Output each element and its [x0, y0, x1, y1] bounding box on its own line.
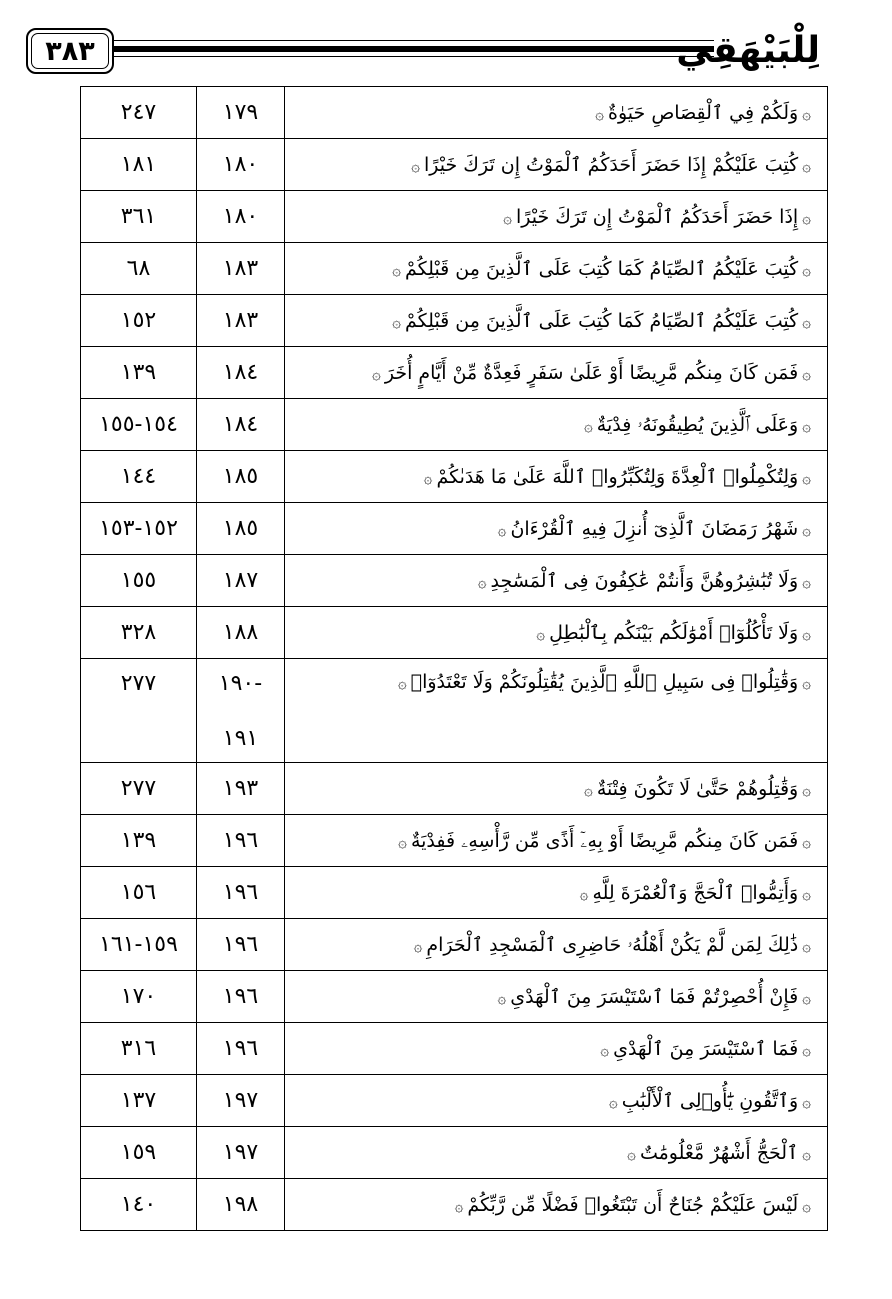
- ornament-icon: ۞: [802, 520, 811, 539]
- ornament-icon: ۞: [595, 104, 605, 123]
- verse-text: فَمَا ٱسْتَيْسَرَ مِنَ ٱلْهَدْىِ: [613, 1037, 799, 1060]
- verse-number: ١٩٧: [197, 1127, 285, 1179]
- verse-number: ١٩٦: [197, 971, 285, 1023]
- header-title: لِلْبَيْهَقِي: [676, 30, 820, 71]
- page-reference: ١٧٠: [81, 971, 197, 1023]
- table-row: [81, 867, 828, 919]
- ornament-icon: ۞: [802, 780, 811, 799]
- page-reference: ١٣٩: [81, 347, 197, 399]
- verse-number: ١٨٧: [197, 555, 285, 607]
- page-reference: ٣١٦: [81, 1023, 197, 1075]
- ornament-icon: ۞: [802, 884, 811, 903]
- verse-number: ١٨٣: [197, 243, 285, 295]
- ornament-icon: ۞: [583, 416, 593, 435]
- verse-text: وَقَٰتِلُوا۟ فِى سَبِيلِ ٱللَّهِ ٱلَّذِينَ يُقَٰتِلُونَكُمْ وَلَا تَعْتَدُوٓا۟: [410, 671, 799, 693]
- verse-text: فَمَن كَانَ مِنكُم مَّرِيضًا أَوْ عَلَىٰ سَفَرٍ فَعِدَّةٌ مِّنْ أَيَّامٍ أُخَرَ: [384, 361, 799, 384]
- ornament-icon: ۞: [802, 208, 811, 227]
- page-reference: ١٣٧: [81, 1075, 197, 1127]
- verse-number: ١٨٥: [197, 503, 285, 555]
- verse-number: ١٩٦: [197, 1023, 285, 1075]
- ornament-icon: ۞: [802, 468, 811, 487]
- verse-text-cell: [285, 607, 828, 659]
- ornament-icon: ۞: [802, 312, 811, 331]
- table-row: [81, 503, 828, 555]
- ornament-icon: ۞: [802, 1040, 811, 1059]
- page-number-box: [26, 28, 114, 74]
- verse-text: كُتِبَ عَلَيْكُمُ ٱلصِّيَامُ كَمَا كُتِبَ عَلَى ٱلَّذِينَ مِن قَبْلِكُمْ: [405, 257, 799, 280]
- header-rule: [114, 46, 714, 52]
- ornament-icon: ۞: [497, 988, 507, 1007]
- ornament-icon: ۞: [802, 832, 811, 851]
- verse-text: وَلِتُكْمِلُوا۟ ٱلْعِدَّةَ وَلِتُكَبِّرُوا۟ ٱللَّهَ عَلَىٰ مَا هَدَىٰكُمْ: [436, 465, 799, 488]
- verse-text-cell: [285, 87, 828, 139]
- page-reference: ١٥٦: [81, 867, 197, 919]
- ornament-icon: ۞: [802, 416, 811, 435]
- ornament-icon: ۞: [608, 1092, 618, 1111]
- table-row: [81, 815, 828, 867]
- ornament-icon: ۞: [584, 780, 593, 799]
- ornament-icon: ۞: [802, 624, 811, 643]
- verse-text: وَلَكُمْ فِي ٱلْقِصَاصِ حَيَوٰةٌ: [608, 101, 799, 124]
- page-number: ٣٨٣: [45, 35, 95, 67]
- table-row: [81, 659, 828, 763]
- verse-text-cell: [285, 555, 828, 607]
- ornament-icon: ۞: [802, 1144, 811, 1163]
- verse-number-end: ١٩١: [222, 726, 259, 751]
- page-header: [0, 0, 892, 92]
- header-rule-bottom: [114, 56, 714, 57]
- table-row: [81, 555, 828, 607]
- ornament-icon: ۞: [802, 572, 811, 591]
- verse-text: وَعَلَى ٱلَّذِينَ يُطِيقُونَهُۥ فِدْيَةٌ: [596, 413, 799, 436]
- verse-text: وَأَتِمُّوا۟ ٱلْحَجَّ وَٱلْعُمْرَةَ لِلَّهِ: [592, 881, 799, 904]
- verse-number: ١٨٠: [197, 191, 285, 243]
- verse-text-cell: [285, 451, 828, 503]
- ornament-icon: ۞: [802, 936, 811, 955]
- ornament-icon: ۞: [802, 364, 811, 383]
- verse-number-start: -١٩٠: [218, 671, 263, 696]
- verse-text: لَيْسَ عَلَيْكُمْ جُنَاحٌ أَن تَبْتَغُوا۟ فَضْلًا مِّن رَّبِّكُمْ: [467, 1193, 799, 1216]
- ornament-icon: ۞: [392, 260, 402, 279]
- table-row: [81, 191, 828, 243]
- ornament-icon: ۞: [454, 1196, 464, 1215]
- verse-number: ١٨٥: [197, 451, 285, 503]
- page-reference: ١٥٥: [81, 555, 197, 607]
- ornament-icon: ۞: [802, 674, 811, 692]
- verse-number: ١٨٣: [197, 295, 285, 347]
- verse-text-cell: [285, 659, 828, 763]
- verse-number: ١٨٤: [197, 399, 285, 451]
- page-reference: ١٥٤-١٥٥: [81, 399, 197, 451]
- verse-text: وَقَٰتِلُوهُمْ حَتَّىٰ لَا تَكُونَ فِتْنَةٌ: [596, 777, 799, 800]
- page-reference: ١٣٩: [81, 815, 197, 867]
- verse-text: ٱلْحَجُّ أَشْهُرٌ مَّعْلُومَٰتٌ: [639, 1141, 799, 1164]
- verse-text-cell: [285, 139, 828, 191]
- verse-text-cell: [285, 503, 828, 555]
- page-reference: ٢٤٧: [81, 87, 197, 139]
- ornament-icon: ۞: [802, 104, 811, 123]
- ornament-icon: ۞: [413, 936, 423, 955]
- page-reference: ٣٦١: [81, 191, 197, 243]
- table-row: [81, 1023, 828, 1075]
- verse-text-cell: [285, 1179, 828, 1231]
- verse-text-cell: [285, 243, 828, 295]
- verse-text-cell: [285, 971, 828, 1023]
- ornament-icon: ۞: [536, 624, 546, 643]
- verse-text: وَلَا تَأْكُلُوٓا۟ أَمْوَٰلَكُم بَيْنَكُم بِٱلْبَٰطِلِ: [549, 621, 799, 644]
- ornament-icon: ۞: [627, 1144, 636, 1163]
- verse-text: كُتِبَ عَلَيْكُمُ ٱلصِّيَامُ كَمَا كُتِبَ عَلَى ٱلَّذِينَ مِن قَبْلِكُمْ: [405, 309, 799, 332]
- table-row: [81, 87, 828, 139]
- verse-text-cell: [285, 347, 828, 399]
- table-row: [81, 919, 828, 971]
- verse-number: ١٩٦: [197, 867, 285, 919]
- table-row: [81, 347, 828, 399]
- table-row: [81, 451, 828, 503]
- verse-number: ١٧٩: [197, 87, 285, 139]
- page-reference: ٢٧٧: [81, 763, 197, 815]
- verse-text: شَهْرُ رَمَضَانَ ٱلَّذِىٓ أُنزِلَ فِيهِ ٱلْقُرْءَانُ: [510, 517, 799, 540]
- ornament-icon: ۞: [503, 208, 513, 227]
- verse-text-cell: [285, 1075, 828, 1127]
- verse-number: ١٩٦: [197, 919, 285, 971]
- ornament-icon: ۞: [392, 312, 402, 331]
- table-row: [81, 139, 828, 191]
- page-reference: ١٤٠: [81, 1179, 197, 1231]
- ornament-icon: ۞: [579, 884, 589, 903]
- verse-text: فَمَن كَانَ مِنكُم مَّرِيضًا أَوْ بِهِۦٓ أَذًى مِّن رَّأْسِهِۦ فَفِدْيَةٌ: [410, 829, 799, 852]
- verse-number: ١٩٧: [197, 1075, 285, 1127]
- verse-text-cell: [285, 399, 828, 451]
- table-row: [81, 399, 828, 451]
- verse-text-cell: [285, 867, 828, 919]
- ornament-icon: ۞: [497, 520, 507, 539]
- page-reference: ٢٧٧: [81, 659, 197, 763]
- ornament-icon: ۞: [372, 364, 381, 383]
- verse-text: وَٱتَّقُونِ يَٰٓأُو۟لِى ٱلْأَلْبَٰبِ: [621, 1089, 799, 1112]
- verse-number: ١٨٠: [197, 139, 285, 191]
- verse-text-cell: [285, 1127, 828, 1179]
- table-row: [81, 1075, 828, 1127]
- page-reference: ٣٢٨: [81, 607, 197, 659]
- verse-number: ١٩٨: [197, 1179, 285, 1231]
- ornament-icon: ۞: [477, 572, 487, 591]
- table-row: [81, 763, 828, 815]
- table-row: [81, 1127, 828, 1179]
- page-reference: ١٥٩: [81, 1127, 197, 1179]
- table-row: [81, 243, 828, 295]
- verse-number: ١٨٨: [197, 607, 285, 659]
- verse-number: ١٨٤: [197, 347, 285, 399]
- header-rule-top: [114, 40, 714, 41]
- verse-text: كُتِبَ عَلَيْكُمْ إِذَا حَضَرَ أَحَدَكُمُ ٱلْمَوْتُ إِن تَرَكَ خَيْرًا: [424, 153, 799, 176]
- table-row: [81, 1179, 828, 1231]
- ornament-icon: ۞: [411, 156, 421, 175]
- ornament-icon: ۞: [802, 1196, 811, 1215]
- ornament-icon: ۞: [802, 988, 811, 1007]
- verse-text-cell: [285, 763, 828, 815]
- table-row: [81, 607, 828, 659]
- ornament-icon: ۞: [397, 674, 407, 692]
- verse-number: ١٩٦: [197, 815, 285, 867]
- page-reference: ١٥٩-١٦١: [81, 919, 197, 971]
- verse-text-cell: [285, 295, 828, 347]
- verse-text-cell: [285, 919, 828, 971]
- ornament-icon: ۞: [802, 260, 811, 279]
- verse-text-cell: [285, 1023, 828, 1075]
- page-reference: ١٥٢-١٥٣: [81, 503, 197, 555]
- verse-text: إِذَا حَضَرَ أَحَدَكُمُ ٱلْمَوْتُ إِن تَرَكَ خَيْرًا: [516, 205, 799, 228]
- verse-text: ذَٰلِكَ لِمَن لَّمْ يَكُنْ أَهْلُهُۥ حَاضِرِى ٱلْمَسْجِدِ ٱلْحَرَامِ: [426, 933, 799, 956]
- verse-text-cell: [285, 191, 828, 243]
- table-row: [81, 971, 828, 1023]
- verse-index-table: [80, 86, 828, 1231]
- verse-number: ١٩٣: [197, 763, 285, 815]
- verse-text: فَإِنْ أُحْصِرْتُمْ فَمَا ٱسْتَيْسَرَ مِنَ ٱلْهَدْىِ: [510, 985, 799, 1008]
- ornament-icon: ۞: [398, 832, 407, 851]
- page-reference: ١٤٤: [81, 451, 197, 503]
- page-reference: ١٥٢: [81, 295, 197, 347]
- ornament-icon: ۞: [600, 1040, 610, 1059]
- ornament-icon: ۞: [802, 1092, 811, 1111]
- table-row: [81, 295, 828, 347]
- ornament-icon: ۞: [802, 156, 811, 175]
- page-reference: ٦٨: [81, 243, 197, 295]
- verse-text: وَلَا تُبَٰشِرُوهُنَّ وَأَنتُمْ عَٰكِفُونَ فِى ٱلْمَسَٰجِدِ: [490, 569, 799, 592]
- verse-number: [197, 659, 285, 763]
- page-reference: ١٨١: [81, 139, 197, 191]
- verse-text-cell: [285, 815, 828, 867]
- ornament-icon: ۞: [423, 468, 433, 487]
